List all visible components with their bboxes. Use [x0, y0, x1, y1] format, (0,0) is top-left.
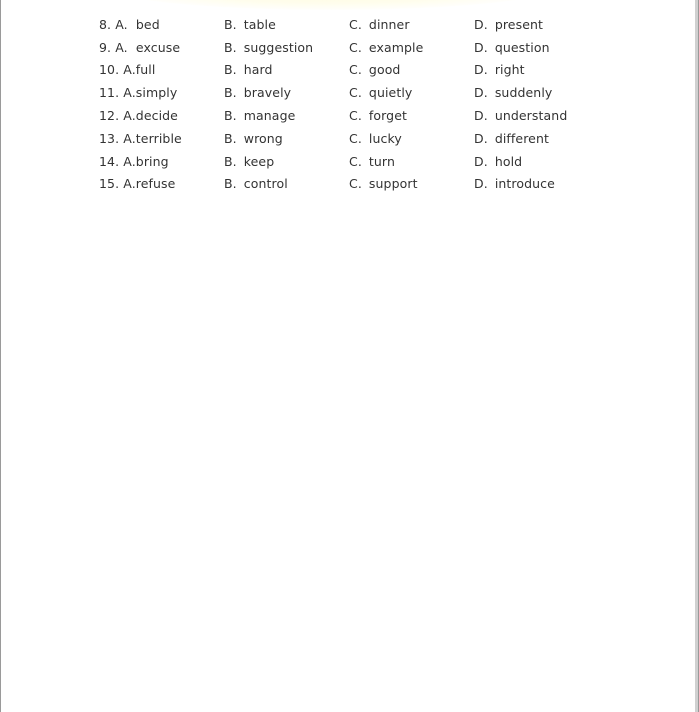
option-word-b: suggestion: [243, 39, 314, 55]
option-letter-a: A.: [123, 153, 136, 169]
option-b: [224, 17, 349, 32]
option-word-a: excuse: [135, 39, 181, 55]
option-a: [99, 154, 224, 169]
option-d: [474, 176, 594, 191]
option-word-a: full: [135, 62, 156, 78]
option-b: [224, 62, 349, 77]
option-letter-d: D.: [474, 16, 488, 32]
question-row-9: [99, 36, 594, 59]
option-word-d: understand: [494, 108, 568, 124]
option-letter-c: C.: [349, 153, 362, 169]
option-letter-a: A.: [123, 176, 136, 192]
option-word-c: lucky: [368, 130, 402, 146]
option-letter-a: A.: [123, 130, 136, 146]
header-glow: [111, 0, 551, 10]
option-letter-b: B.: [224, 85, 237, 101]
option-word-b: manage: [243, 108, 296, 124]
option-letter-a: A.: [123, 62, 136, 78]
option-a: [99, 131, 224, 146]
option-word-a: bed: [135, 16, 160, 32]
option-letter-b: B.: [224, 39, 237, 55]
option-letter-c: C.: [349, 130, 362, 146]
option-letter-d: D.: [474, 153, 488, 169]
question-row-14: [99, 150, 594, 173]
option-letter-b: B.: [224, 130, 237, 146]
option-letter-c: C.: [349, 39, 362, 55]
option-d: [474, 154, 594, 169]
option-letter-c: C.: [349, 62, 362, 78]
option-b: [224, 131, 349, 146]
question-row-12: [99, 104, 594, 127]
option-word-d: suddenly: [494, 85, 553, 101]
option-word-b: control: [243, 176, 288, 192]
option-c: [349, 40, 474, 55]
option-letter-b: B.: [224, 153, 237, 169]
option-letter-d: D.: [474, 62, 488, 78]
option-b: [224, 40, 349, 55]
option-word-b: table: [243, 16, 276, 32]
option-c: [349, 176, 474, 191]
option-a: [99, 17, 224, 32]
option-word-c: dinner: [368, 16, 410, 32]
option-letter-a: A.: [115, 39, 128, 55]
option-c: [349, 108, 474, 123]
option-letter-d: D.: [474, 108, 488, 124]
option-word-c: turn: [368, 153, 395, 169]
option-word-a: terrible: [135, 130, 182, 146]
option-a: [99, 176, 224, 191]
option-letter-b: B.: [224, 16, 237, 32]
option-word-d: right: [494, 62, 525, 78]
option-word-b: keep: [243, 153, 275, 169]
option-word-d: introduce: [494, 176, 555, 192]
option-letter-d: D.: [474, 39, 488, 55]
option-b: [224, 85, 349, 100]
option-letter-c: C.: [349, 16, 362, 32]
question-number: 15.: [99, 176, 120, 192]
option-word-d: hold: [494, 153, 523, 169]
question-number: 13.: [99, 130, 120, 146]
option-c: [349, 62, 474, 77]
option-word-c: support: [368, 176, 418, 192]
option-word-a: bring: [135, 153, 169, 169]
option-letter-d: D.: [474, 85, 488, 101]
option-c: [349, 154, 474, 169]
option-letter-d: D.: [474, 130, 488, 146]
option-word-d: question: [494, 39, 550, 55]
option-word-b: bravely: [243, 85, 292, 101]
option-letter-b: B.: [224, 108, 237, 124]
option-letter-a: A.: [123, 85, 136, 101]
option-c: [349, 85, 474, 100]
option-d: [474, 85, 594, 100]
option-word-b: wrong: [243, 130, 283, 146]
question-list: [99, 13, 594, 195]
option-word-b: hard: [243, 62, 273, 78]
question-number: 11.: [99, 85, 120, 101]
question-number: 9.: [99, 39, 112, 55]
option-word-c: forget: [368, 108, 408, 124]
option-word-a: simply: [135, 85, 178, 101]
question-row-11: [99, 81, 594, 104]
option-a: [99, 62, 224, 77]
option-word-c: quietly: [368, 85, 413, 101]
option-word-d: different: [494, 130, 549, 146]
option-d: [474, 108, 594, 123]
page-edge-shadow: [695, 0, 698, 712]
option-a: [99, 40, 224, 55]
option-word-d: present: [494, 16, 544, 32]
option-letter-d: D.: [474, 176, 488, 192]
option-a: [99, 108, 224, 123]
option-b: [224, 154, 349, 169]
option-word-a: decide: [135, 108, 178, 124]
option-c: [349, 131, 474, 146]
question-number: 10.: [99, 62, 120, 78]
option-word-a: refuse: [135, 176, 176, 192]
option-word-c: good: [368, 62, 401, 78]
question-number: 14.: [99, 153, 120, 169]
option-d: [474, 62, 594, 77]
option-letter-c: C.: [349, 108, 362, 124]
option-d: [474, 17, 594, 32]
question-row-15: [99, 173, 594, 196]
option-b: [224, 176, 349, 191]
option-letter-c: C.: [349, 176, 362, 192]
option-letter-b: B.: [224, 176, 237, 192]
question-number: 12.: [99, 108, 120, 124]
option-c: [349, 17, 474, 32]
option-letter-a: A.: [115, 16, 128, 32]
option-letter-a: A.: [123, 108, 136, 124]
option-d: [474, 40, 594, 55]
option-b: [224, 108, 349, 123]
question-number: 8.: [99, 16, 112, 32]
option-letter-c: C.: [349, 85, 362, 101]
option-a: [99, 85, 224, 100]
option-d: [474, 131, 594, 146]
question-row-8: [99, 13, 594, 36]
question-row-10: [99, 59, 594, 82]
option-word-c: example: [368, 39, 424, 55]
option-letter-b: B.: [224, 62, 237, 78]
question-row-13: [99, 127, 594, 150]
